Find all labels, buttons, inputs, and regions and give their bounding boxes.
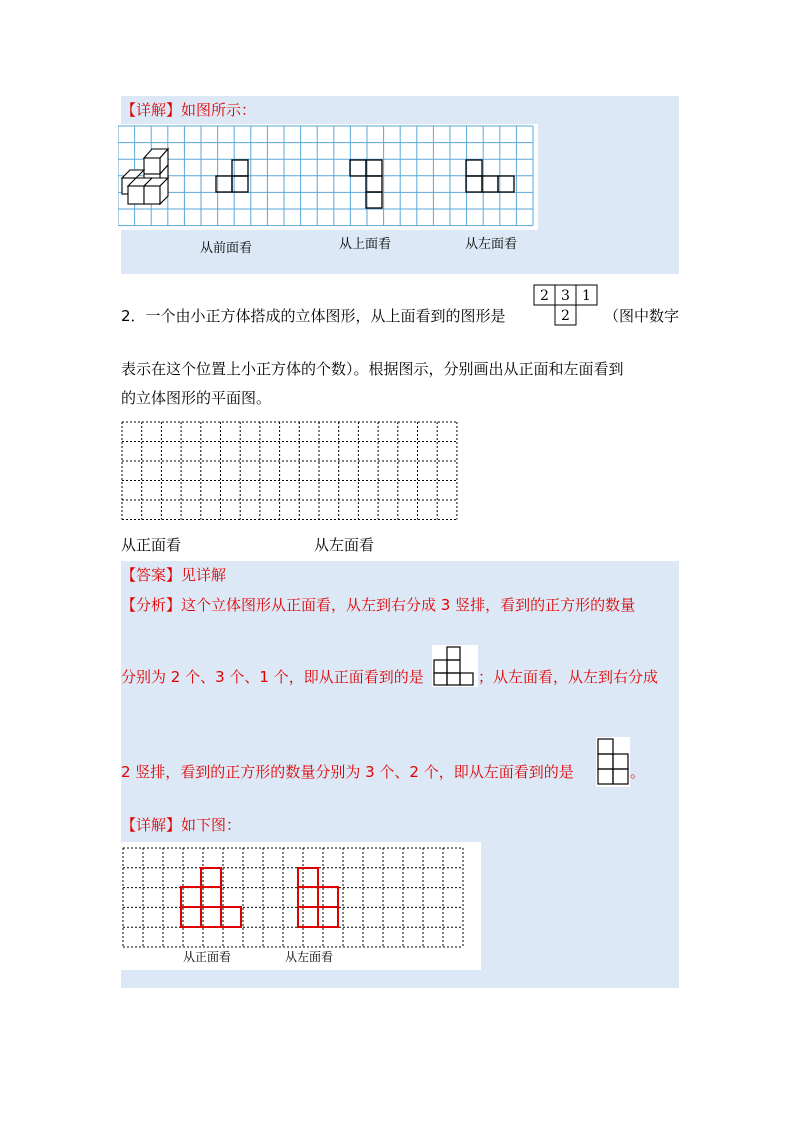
- analysis-line-2b: ；从左面看，从左到右分成: [478, 668, 659, 686]
- blank-answer-grid: [120, 420, 464, 522]
- analysis-line-2a: 分别为 2 个、3 个、1 个，即从正面看到的是: [121, 668, 424, 686]
- detail-heading-1: [121, 100, 256, 120]
- analysis-line-1: [121, 595, 635, 615]
- analysis-line-3b: 。: [630, 763, 646, 781]
- analysis-text-1: 这个立体图形从正面看，从左到右分成 3 竖排，看到的正方形的数量: [181, 596, 636, 614]
- question-line1-suffix: （图中数字: [604, 307, 680, 325]
- solution-label-front: 从正面看: [183, 950, 232, 964]
- front-view-inline-shape: [432, 645, 478, 687]
- analysis-tag: 【分析】: [121, 596, 182, 614]
- three-views-figure: [118, 124, 538, 230]
- top-num-1: 2: [540, 288, 549, 304]
- left-view-inline-shape: [596, 737, 630, 787]
- top-view-number-grid: [532, 283, 600, 327]
- detail-tag-2: 【详解】: [121, 816, 182, 834]
- top-num-3: 1: [582, 288, 591, 304]
- detail-tag: 【详解】: [121, 101, 182, 119]
- answer-tag: 【答案】: [121, 566, 182, 584]
- question-line1-prefix: 2．一个由小正方体搭成的立体图形，从上面看到的图形是: [121, 307, 506, 325]
- label-top-view: 从上面看: [339, 237, 392, 252]
- answer-line: [121, 565, 226, 585]
- detail-text-2: 如下图：: [181, 816, 242, 834]
- top-num-4: 2: [561, 308, 570, 324]
- question-line-2: 表示在这个位置上小正方体的个数）。根据图示，分别画出从正面和左面看到: [121, 360, 624, 378]
- question-line-3: 的立体图形的平面图。: [121, 389, 272, 407]
- detail-heading-2: [121, 815, 241, 835]
- solution-grid-figure: [121, 842, 481, 970]
- label-from-front: 从正面看: [121, 536, 182, 554]
- solution-label-left: 从左面看: [285, 950, 334, 964]
- top-num-2: 3: [561, 288, 570, 304]
- label-front-view: 从前面看: [200, 241, 253, 256]
- detail-text: 如图所示：: [181, 101, 257, 119]
- analysis-line-3a: 2 竖排，看到的正方形的数量分别为 3 个、2 个，即从左面看到的是: [121, 763, 574, 781]
- answer-text: 见详解: [181, 566, 227, 584]
- label-left-view: 从左面看: [465, 237, 518, 252]
- question-line-1: [121, 306, 506, 326]
- label-from-left: 从左面看: [314, 536, 375, 554]
